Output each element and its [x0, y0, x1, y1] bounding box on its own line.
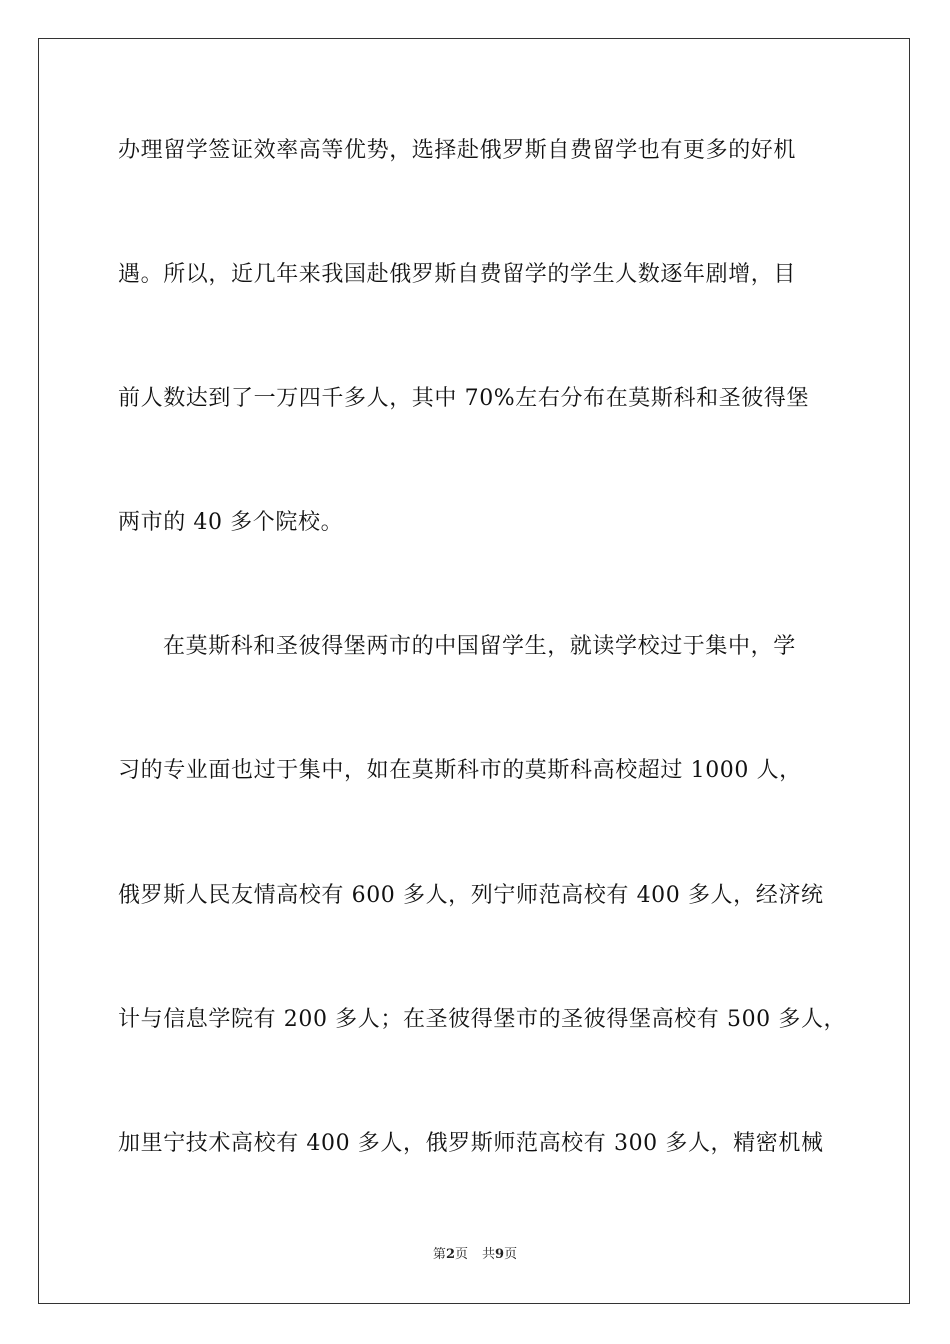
- footer-total-pages: 9: [495, 1247, 505, 1262]
- footer-page-number: 2: [445, 1247, 455, 1262]
- body-line-5-paragraph-start: 在莫斯科和圣彼得堡两市的中国留学生，就读学校过于集中，学: [163, 634, 796, 659]
- body-line-1: 办理留学签证效率高等优势，选择赴俄罗斯自费留学也有更多的好机: [118, 138, 797, 163]
- page-footer: [0, 1246, 950, 1264]
- body-line-4: 两市的 40 多个院校。: [118, 510, 344, 535]
- page-border: [38, 38, 910, 1304]
- body-line-2: 遇。所以，近几年来我国赴俄罗斯自费留学的学生人数逐年剧增，目: [118, 262, 797, 287]
- body-line-6: 习的专业面也过于集中，如在莫斯科市的莫斯科高校超过 1000 人，: [118, 758, 802, 783]
- body-line-9: 加里宁技术高校有 400 多人，俄罗斯师范高校有 300 多人，精密机械: [118, 1131, 824, 1156]
- footer-page-prefix: 第: [432, 1247, 446, 1262]
- footer-page-suffix: 页: [454, 1247, 468, 1262]
- body-line-3: 前人数达到了一万四千多人，其中 70%左右分布在莫斯科和圣彼得堡: [118, 386, 810, 411]
- footer-total-prefix: 共: [482, 1247, 496, 1262]
- body-line-8: 计与信息学院有 200 多人；在圣彼得堡市的圣彼得堡高校有 500 多人，: [118, 1007, 847, 1032]
- footer-total-suffix: 页: [504, 1247, 518, 1262]
- body-line-7: 俄罗斯人民友情高校有 600 多人，列宁师范高校有 400 多人，经济统: [118, 883, 824, 908]
